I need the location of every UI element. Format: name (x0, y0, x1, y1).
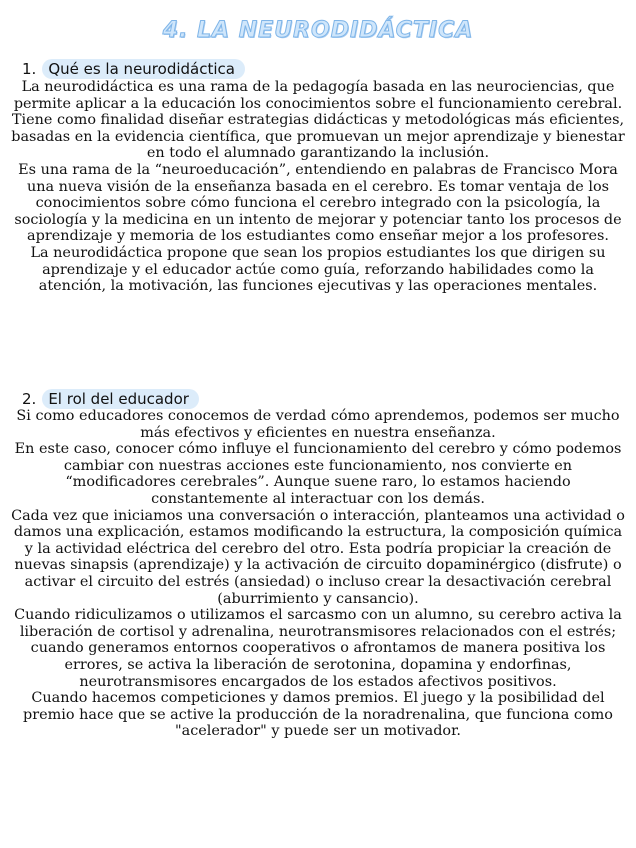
paragraph: Es una rama de la “neuroeducación”, entendiendo en palabras de Francisco Mora una nueva visión de la enseñanza basada en el cerebro. Es tomar ventaja de los conocimientos sobre cómo funciona el cerebro integrado con la psicología, la sociología y la medicina en un intento de mejorar y potenciar tanto los procesos de aprendizaje y memoria de los estudiantes como enseñar mejor a los profesores. (14, 161, 622, 245)
paragraph: Cada vez que iniciamos una conversación o interacción, planteamos una actividad o damos una explicación, estamos modificando la estructura, la composición química y la actividad eléctrica del cerebro del otro. Esta podría propiciar la creación de nuevas sinapsis (aprendizaje) y la activación de circuito dopaminérgico (disfrute) o activar el circuito del estrés (ansiedad) o incluso crear la desactivación cerebral (aburrimiento y cansancio). (11, 507, 625, 607)
page-title: 4. LA NEURODIDÁCTICA (162, 18, 474, 43)
paragraph: En este caso, conocer cómo influye el funcionamiento del cerebro y cómo podemos cambiar con nuestras acciones este funcionamiento, nos convierte en “modificadores cerebrales”. Aunque suene raro, lo estamos haciendo constantemente al interactuar con los demás. (14, 441, 622, 507)
section-title-1: Qué es la neurodidáctica (42, 59, 245, 79)
section-number-1: 1. (22, 60, 37, 78)
section-title-2: El rol del educador (42, 389, 199, 409)
paragraph: Si como educadores conocemos de verdad cómo aprendemos, podemos ser mucho más efectivos y eficientes en nuestra enseñanza. (16, 408, 620, 441)
section-number-2: 2. (22, 390, 37, 408)
paragraph: Cuando ridiculizamos o utilizamos el sarcasmo con un alumno, su cerebro activa la liberación de cortisol y adrenalina, neurotransmisores relacionados con el estrés; cuando generamos entornos cooperativos o afrontamos de manera positiva los errores, se activa la liberación de serotonina, dopamina y endorfinas, neurotransmisores encargados de los estados afectivos positivos. (14, 607, 622, 690)
paragraph: La neurodidáctica es una rama de la pedagogía basada en las neurociencias, que permite aplicar a la educación los conocimientos sobre el funcionamiento cerebral. Tiene como finalidad diseñar estrategias didácticas y metodológicas más eficientes, basadas en la evidencia científica, que promuevan un mejor aprendizaje y bienestar en todo el alumnado garantizando la inclusión. (11, 79, 625, 162)
section-heading-1 (22, 59, 245, 79)
section-body-2 (8, 408, 628, 740)
section-heading-2 (22, 389, 199, 409)
section-body-1 (8, 79, 628, 295)
paragraph: Cuando hacemos competiciones y damos premios. El juego y la posibilidad del premio hace que se active la producción de la noradrenalina, que funciona como "acelerador" y puede ser un motivador. (23, 690, 613, 740)
paragraph: La neurodidáctica propone que sean los propios estudiantes los que dirigen su aprendizaje y el educador actúe como guía, reforzando habilidades como la atención, la motivación, las funciones ejecutivas y las operaciones mentales. (30, 244, 606, 295)
